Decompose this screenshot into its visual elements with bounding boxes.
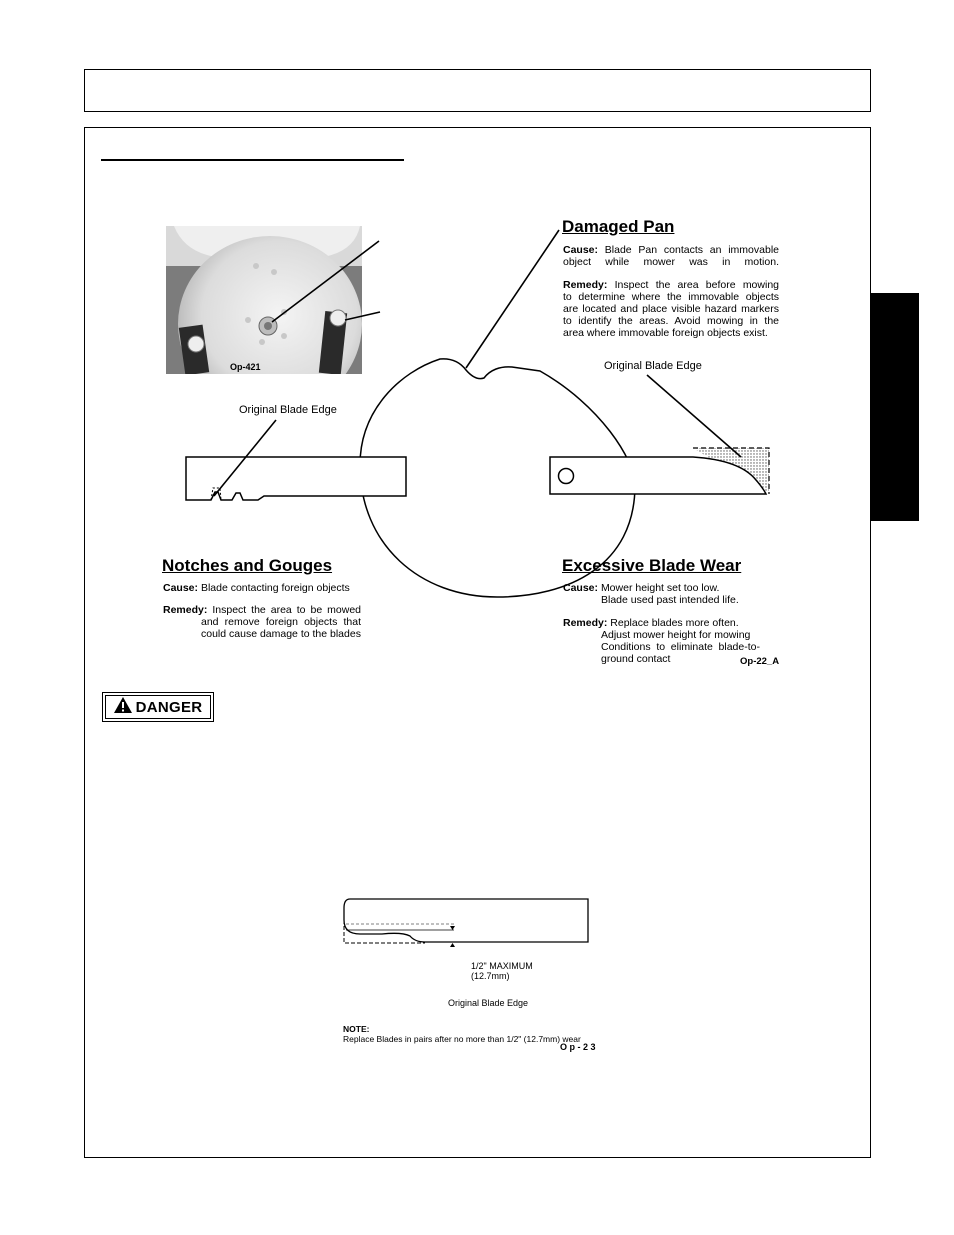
- wear-title: Excessive Blade Wear: [562, 556, 742, 575]
- cause-label: Cause:: [563, 244, 599, 256]
- max-wear-line-2: (12.7mm): [471, 971, 510, 981]
- damaged-pan-cause: [563, 244, 779, 268]
- cause-label: Cause:: [563, 582, 599, 594]
- max-wear-line-1: 1/2" MAXIMUM: [471, 961, 533, 971]
- notches-title: Notches and Gouges: [162, 556, 333, 575]
- remedy-line-3: Conditions to eliminate blade-to-: [601, 641, 760, 653]
- cause-label: Cause:: [163, 582, 199, 594]
- remedy-label: Remedy:: [163, 604, 208, 616]
- photo-code: Op-421: [230, 362, 261, 372]
- warning-triangle-icon: [114, 697, 132, 718]
- damaged-pan-title: Damaged Pan: [562, 217, 675, 236]
- remedy-line-4: ground contact: [601, 653, 671, 665]
- note-block: [343, 1024, 581, 1044]
- remedy-line-3: are located and place visible hazard markers: [563, 303, 779, 315]
- damaged-pan-remedy: [563, 279, 779, 339]
- cause-second: Blade used past intended life.: [601, 594, 739, 606]
- danger-label-box: [102, 692, 214, 722]
- remedy-first: Replace blades more often.: [610, 617, 739, 629]
- cause-line-1: Blade Pan contacts an immovable: [604, 244, 779, 256]
- remedy-label: Remedy:: [563, 279, 608, 291]
- original-blade-edge-label-bottom: Original Blade Edge: [448, 998, 529, 1008]
- remedy-line-2: and remove foreign objects that: [201, 616, 361, 628]
- remedy-line-5: area where immovable foreign objects exist.: [563, 327, 768, 339]
- wear-figure-code: Op-22_A: [740, 656, 780, 667]
- blade-wear-limit-diagram: [330, 890, 600, 965]
- cause-first: Mower height set too low.: [600, 582, 720, 594]
- remedy-first: Inspect the area to be mowed: [212, 604, 361, 616]
- notches-cause: [163, 582, 350, 594]
- original-blade-edge-label-left: Original Blade Edge: [239, 404, 337, 416]
- wear-remedy: [563, 617, 760, 665]
- wear-limit-figure-code: O p - 2 3: [560, 1042, 596, 1052]
- remedy-line-3: could cause damage to the blades: [201, 628, 361, 640]
- remedy-line-2: to determine where the immovable objects: [563, 291, 779, 303]
- danger-text: DANGER: [135, 698, 203, 716]
- remedy-line-1: Inspect the area before mowing: [614, 279, 779, 291]
- remedy-line-2: Adjust mower height for mowing: [601, 629, 751, 641]
- cause-text: Blade contacting foreign objects: [200, 582, 350, 594]
- remedy-label: Remedy:: [563, 617, 608, 629]
- note-text: Replace Blades in pairs after no more than 1/2" (12.7mm) wear: [343, 1034, 581, 1044]
- remedy-line-4: to identify the areas. Avoid mowing in the: [563, 315, 779, 327]
- original-blade-edge-label-right: Original Blade Edge: [604, 360, 702, 372]
- note-label: NOTE:: [343, 1024, 370, 1034]
- notches-remedy: [163, 604, 361, 640]
- cause-line-2: object while mower was in motion.: [563, 256, 779, 268]
- max-wear-label: [471, 961, 533, 981]
- wear-cause: [563, 582, 739, 606]
